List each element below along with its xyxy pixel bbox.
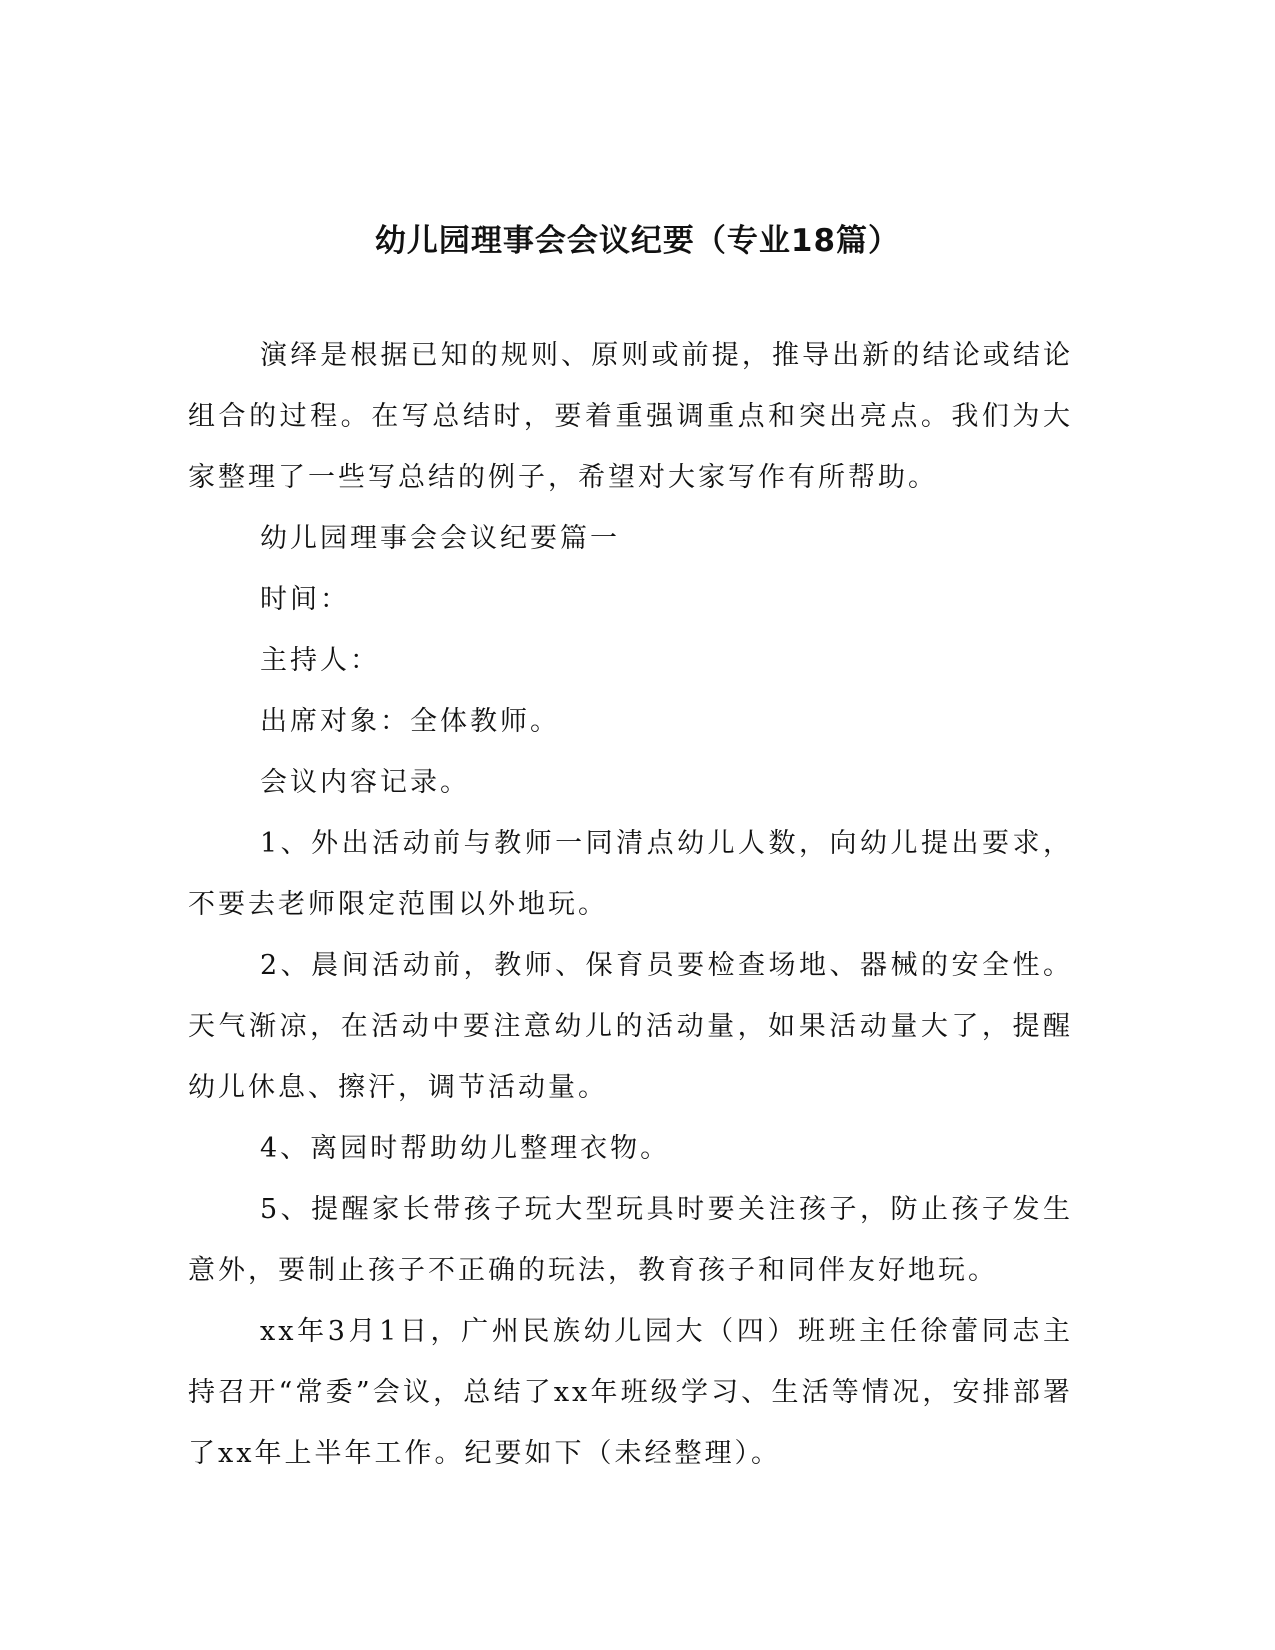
attendees-line: 出席对象：全体教师。 (260, 706, 560, 737)
meeting-summary-paragraph: xx年3月1日，广州民族幼儿园大（四）班班主任徐蕾同志主持召开“常委”会议，总结了xx年班级学习、生活等情况，安排部署了xx年上半年工作。纪要如下（未经整理）。 (188, 1316, 1073, 1469)
document-title: 幼儿园理事会会议纪要（专业18篇） (374, 222, 901, 259)
item-5-paragraph: 5、提醒家长带孩子玩大型玩具时要关注孩子，防止孩子发生意外，要制止孩子不正确的玩法，教育孩子和同伴友好地玩。 (188, 1194, 1073, 1286)
host-line: 主持人： (260, 645, 380, 676)
time-line: 时间： (260, 584, 350, 615)
document-body (188, 325, 1073, 1484)
item-4-paragraph: 4、离园时帮助幼儿整理衣物。 (260, 1133, 671, 1164)
minutes-heading: 会议内容记录。 (260, 767, 470, 798)
item-1-paragraph: 1、外出活动前与教师一同清点幼儿人数，向幼儿提出要求，不要去老师限定范围以外地玩。 (188, 828, 1073, 920)
item-2-paragraph: 2、晨间活动前，教师、保育员要检查场地、器械的安全性。天气渐凉，在活动中要注意幼儿的活动量，如果活动量大了，提醒幼儿休息、擦汗，调节活动量。 (188, 950, 1073, 1103)
section-heading: 幼儿园理事会会议纪要篇一 (260, 523, 620, 554)
intro-paragraph: 演绎是根据已知的规则、原则或前提，推导出新的结论或结论组合的过程。在写总结时，要着重强调重点和突出亮点。我们为大家整理了一些写总结的例子，希望对大家写作有所帮助。 (188, 340, 1073, 493)
